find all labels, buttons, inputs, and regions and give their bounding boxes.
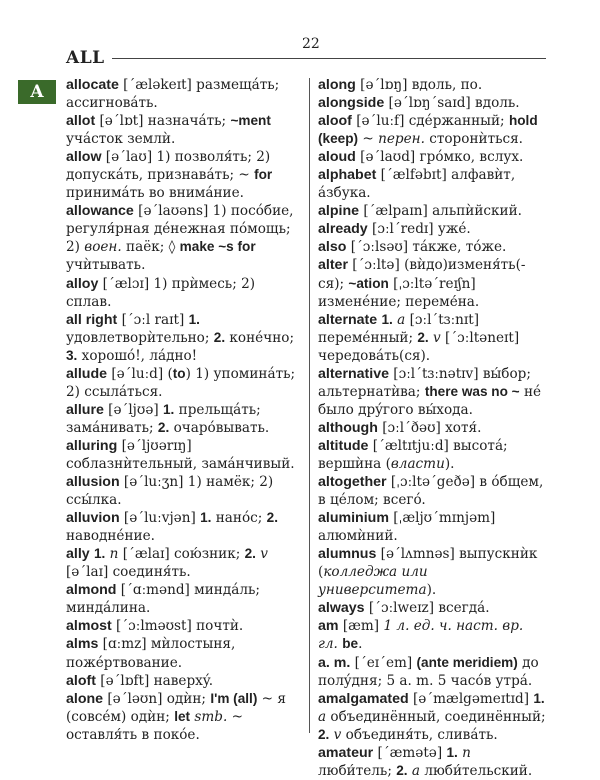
entry-text: объединя́ть, сливáть. — [341, 726, 498, 743]
entry-text: удовлетворѝтельно; — [66, 329, 214, 346]
entry-text: [ˌɔːltəˊgeðə] в óбщем, в цéлом; всегó. — [318, 474, 544, 509]
entry-headword: alluring — [66, 437, 118, 454]
entry-text: ~ation — [348, 275, 389, 291]
entry-alternative — [318, 365, 546, 419]
entry-headword: alternate — [318, 311, 378, 328]
entry-headword: allude — [66, 365, 107, 382]
entry-text: [ˊɔːl raɪt] — [117, 311, 189, 328]
entry-headword: alter — [318, 257, 348, 274]
entry-headword: alphabet — [318, 167, 377, 184]
entry-headword: allusion — [66, 474, 120, 491]
entry-text: a — [318, 708, 327, 725]
entry-text: [ɔːlˊtɜːnətɪv] вы́бор; альтернатѝва; — [318, 365, 531, 400]
entry-text: [ˊɔːlsəʊ] тáкже, тóже. — [346, 239, 507, 256]
entry-text: [ˊɔːltə] (вѝдо)изменя́ть(-ся); — [318, 257, 526, 292]
entry-text: [əˊlaʊəns] 1) посóбие, регуля́рная дéнежная пóмощь; 2) — [66, 203, 294, 256]
entry-text: make ~s for — [179, 239, 256, 255]
entry-text: I'm (all) — [210, 690, 258, 706]
entry-text: [əˊlɒt] назначáть; — [95, 113, 231, 130]
entry-text: smb. — [194, 708, 228, 725]
entry-always — [318, 599, 546, 617]
entry-text: there was no ~ — [424, 383, 520, 399]
entry-text: 1. — [446, 744, 458, 760]
entry-aloft — [66, 672, 303, 690]
entry-text: [ˊɔːltəneɪt] чередовáть(ся). — [318, 329, 520, 364]
entry-alter — [318, 256, 546, 310]
entry-text: 2. — [417, 329, 429, 345]
entry-almost — [66, 617, 303, 635]
entry-headword: allure — [66, 401, 104, 418]
entry-text: be — [342, 636, 359, 652]
entry-text: [əˊljʊə] — [103, 401, 163, 418]
entry-headword: aloft — [66, 672, 96, 689]
entry-text: [ɔːlˊtɜːnɪt] перемéнный; — [318, 311, 480, 346]
entry-text: ~ment — [230, 113, 271, 129]
entry-headword: allowance — [66, 203, 134, 220]
left-column — [66, 76, 303, 744]
entry-text: . — [358, 636, 363, 653]
entry-text: хорошó!, лáдно! — [77, 347, 198, 364]
entry-headword: allot — [66, 113, 96, 130]
entry-text: [əˊləʊn] одѝн; — [103, 690, 211, 707]
entry-headword: alternative — [318, 365, 389, 382]
letter-tab: A — [18, 80, 56, 104]
entry-headword: always — [318, 600, 365, 617]
entry-although — [318, 419, 546, 437]
entry-text: люби́тельский. — [420, 762, 533, 779]
entry-text: очарóвывать. — [169, 419, 270, 436]
entry-allude — [66, 365, 303, 401]
entry-text: a — [397, 311, 406, 328]
entry-headword: already — [318, 221, 368, 238]
entry-text: люби́тель; — [318, 762, 397, 779]
right-column — [318, 76, 546, 780]
entry-alternate — [318, 311, 546, 365]
entry-text: [əˊluːʒn] 1) намёк; 2) ссы́лка. — [66, 474, 274, 509]
entry-text: 2. — [396, 762, 408, 778]
entry-allure — [66, 401, 303, 437]
entry-am-time — [318, 654, 546, 690]
entry-text: воен. — [84, 239, 122, 256]
entry-headword: along — [318, 77, 356, 93]
entry-text: [æm] — [338, 618, 384, 635]
entry-text: 1. — [381, 311, 393, 327]
entry-headword: almost — [66, 618, 112, 635]
entry-headword: also — [318, 239, 347, 256]
entry-also — [318, 238, 546, 256]
entry-text: [ˊæləkeɪt] размещáть; ассигновáть. — [66, 77, 280, 112]
entry-text: до полýдня; 5 a. m. 5 часóв утрá. — [318, 654, 539, 689]
entry-text: [ˊɔːlweɪz] всегдá. — [364, 600, 490, 617]
entry-text: [ˊɔːlməʊst] почтѝ. — [111, 618, 244, 635]
entry-text: [əˊlaʊ] 1) позволя́ть; 2) допускáть, признавáть; ~ — [66, 149, 271, 184]
entry-text: let — [174, 708, 191, 724]
entry-text: принимáть во внимáние. — [66, 185, 244, 202]
entry-allusion — [66, 473, 303, 509]
entry-allowance — [66, 202, 303, 274]
entry-text: ~ я (совсéм) одѝн; — [66, 690, 286, 725]
entry-text: v — [260, 546, 268, 563]
entry-text: 2. — [318, 726, 330, 742]
entry-text: сторонѝться. — [424, 131, 523, 148]
entry-text: ~ оставля́ть в покóе. — [66, 708, 243, 743]
entry-text: (ante meridiem) — [416, 654, 518, 670]
entry-text: паёк; ◊ — [121, 239, 180, 256]
entry-headword: aluminium — [318, 510, 389, 527]
entry-allow — [66, 148, 303, 202]
running-headword: ALL — [66, 48, 105, 68]
entry-headword: allow — [66, 149, 102, 166]
entry-text: 1 л. ед. ч. наст. вр. гл. — [318, 618, 524, 653]
entry-ally — [66, 545, 303, 581]
entry-alongside — [318, 94, 546, 112]
entry-headword: alms — [66, 636, 99, 653]
entry-text: [ˊæltɪtjuːd] высотá; вершѝна ( — [318, 437, 508, 472]
entry-text: [ˊæmətə] — [373, 744, 447, 761]
entry-text: [ˌɔːltəˊreɪʃn] изменéние; переме́на. — [318, 275, 480, 310]
entry-along — [318, 76, 546, 94]
entry-text: [əˊluːd] ( — [107, 365, 173, 382]
header-rule — [112, 58, 546, 59]
entry-text: 1. — [94, 546, 106, 562]
entry-headword: although — [318, 419, 378, 436]
page-header — [66, 36, 546, 68]
entry-text: for — [254, 167, 273, 183]
entry-text: 1. — [163, 401, 175, 417]
page-number: 22 — [302, 36, 320, 52]
entry-text: 1. — [200, 510, 212, 526]
entry-alone — [66, 690, 303, 744]
entry-text: 2. — [266, 510, 279, 526]
entry-text: 2. — [244, 546, 256, 562]
entry-text: [ˊælpaɪn] альпѝйский. — [359, 203, 522, 220]
entry-alloy — [66, 275, 303, 311]
entry-text: [ɑːmz] мѝлостыня, пожéртвование. — [66, 636, 236, 671]
entry-headword: allocate — [66, 77, 119, 93]
entry-headword: aloud — [318, 149, 356, 166]
entry-allocate — [66, 76, 303, 112]
entry-text: ). — [426, 582, 437, 599]
entry-text: [əˊlʌmnəs] выпускнѝк ( — [318, 546, 538, 581]
entry-text: ). — [444, 455, 455, 472]
entry-alumnus — [318, 545, 546, 599]
entry-altogether — [318, 473, 546, 509]
entry-amalgamated — [318, 690, 546, 744]
entry-almond — [66, 581, 303, 617]
entry-text: наводнéние. — [66, 528, 155, 545]
entry-text: [əˊlɒŋ] вдоль, по. — [355, 77, 483, 93]
entry-text: [əˊluːvjən] — [119, 510, 201, 527]
entry-text: n — [462, 744, 471, 761]
entry-text: конéчно; — [225, 329, 295, 346]
entry-text: 1. — [188, 311, 200, 327]
entry-text: n — [109, 546, 119, 563]
entry-text: власти — [390, 455, 445, 472]
entry-headword: amateur — [318, 744, 374, 761]
entry-text: нé было дрýгого вы́хода. — [318, 383, 542, 418]
entry-text: [ˊælfəbɪt] алфавѝт, áзбука. — [318, 167, 516, 202]
entry-text: ) 1) упоминáть; 2) ссылáться. — [66, 365, 296, 400]
entry-text: [əˊlɒft] наверхý. — [95, 672, 214, 689]
entry-headword: alloy — [66, 275, 99, 292]
entry-headword: aloof — [318, 113, 352, 130]
entry-headword: alone — [66, 690, 104, 707]
entry-am — [318, 617, 546, 653]
entry-text: [əˊlaʊd] грóмко, вслух. — [355, 149, 524, 166]
entry-text: колледжа или университета — [318, 564, 428, 599]
entry-text: [ˊælaɪ] сою́зник; — [118, 546, 245, 563]
entry-text: [ɔːlˊðəʊ] хотя́. — [377, 419, 482, 436]
entry-text: [əˊljʊərɪŋ] соблазнѝтельный, замáнчивый. — [66, 437, 295, 472]
entry-text: [əˊmælgəmeɪtɪd] — [408, 690, 534, 707]
entry-text: hold (keep) — [318, 113, 538, 147]
entry-text: 2. — [213, 329, 226, 345]
entry-alluvion — [66, 509, 303, 545]
entry-text: перен. — [378, 131, 425, 148]
entry-headword: alluvion — [66, 510, 120, 527]
entry-text: v — [333, 726, 342, 743]
entry-headword: altogether — [318, 474, 387, 491]
entry-text: прельщáть; замáнивать; — [66, 401, 261, 436]
entry-aluminium — [318, 509, 546, 545]
entry-headword: alpine — [318, 203, 359, 220]
entry-altitude — [318, 437, 546, 473]
entry-text: [ˊɑːmənd] миндáль; миндáлина. — [66, 582, 260, 617]
entry-alphabet — [318, 166, 546, 202]
entry-headword: amalgamated — [318, 690, 409, 707]
column-separator — [309, 78, 310, 733]
entry-text: ~ — [358, 131, 379, 148]
entry-headword: ally — [66, 546, 90, 563]
entry-text: объединённый, соединённый; — [326, 708, 546, 725]
entry-headword: altitude — [318, 437, 369, 454]
entry-text: 3. — [66, 347, 78, 363]
entry-text: [ˌæljʊˊmɪnjəm] алюмѝний. — [318, 510, 496, 545]
entry-text: [ɔːlˊredɪ] ужé. — [367, 221, 471, 238]
entry-allot — [66, 112, 303, 148]
entry-text: 2. — [157, 419, 170, 435]
entry-text: a — [411, 762, 420, 779]
entry-text: [əˊlɒŋˊsaɪd] вдоль. — [384, 95, 520, 112]
entry-amateur — [318, 744, 546, 780]
entry-text: v — [433, 329, 441, 346]
entry-alms — [66, 635, 303, 671]
entry-headword: all right — [66, 311, 118, 328]
entry-already — [318, 220, 546, 238]
entry-headword: alumnus — [318, 546, 377, 563]
entry-headword: am — [318, 618, 339, 635]
entry-aloof — [318, 112, 546, 148]
entry-text: учѝтывать. — [66, 257, 146, 274]
entry-alpine — [318, 202, 546, 220]
entry-text: [əˊluːf] сдéржанный; — [351, 113, 509, 130]
entry-alluring — [66, 437, 303, 473]
entry-text: учáсток землѝ. — [66, 131, 176, 148]
entry-headword: alongside — [318, 95, 385, 112]
entry-text: [ˊælɔɪ] 1) прѝмесь; 2) сплав. — [66, 275, 256, 310]
entry-text: 1. — [533, 690, 545, 706]
entry-text: [əˊlaɪ] соединя́ть. — [66, 564, 191, 581]
entry-all-right — [66, 311, 303, 365]
entry-text: нанóс; — [211, 510, 267, 527]
entry-text: to — [172, 365, 186, 381]
entry-text: [ˊeɪˊem] — [350, 654, 417, 671]
entry-aloud — [318, 148, 546, 166]
entry-headword: almond — [66, 582, 117, 599]
entry-headword: a. m. — [318, 654, 351, 671]
